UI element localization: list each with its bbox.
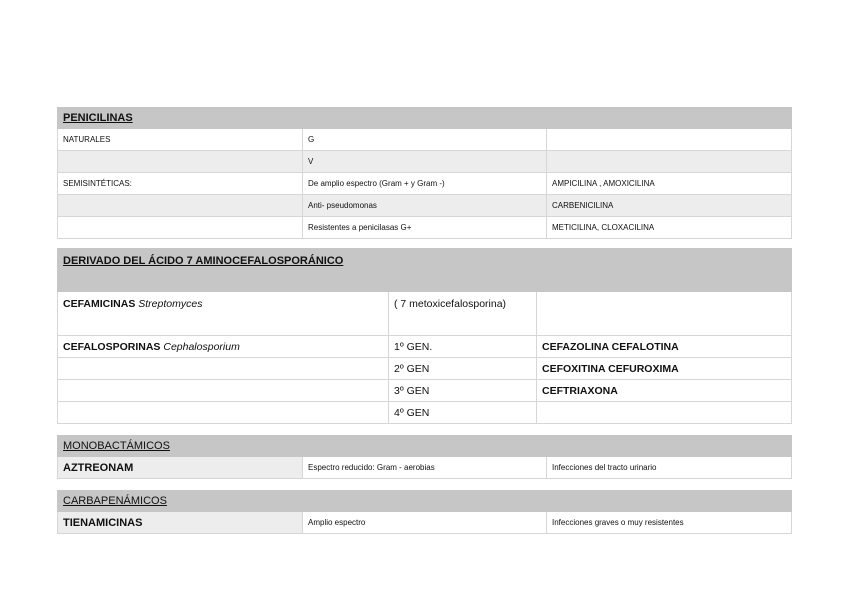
table-row [58, 402, 792, 424]
table-cell: De amplio espectro (Gram + y Gram -) [303, 173, 547, 195]
cefalosporinas-name: CEFALOSPORINAS [63, 340, 161, 353]
table-cell: Resistentes a penicilasas G+ [303, 217, 547, 239]
monobactamicos-spectrum: Espectro reducido: Gram - aerobias [303, 457, 547, 479]
table-row [58, 380, 792, 402]
table-row [58, 217, 792, 239]
table-cell: SEMISINTÉTICAS: [58, 173, 303, 195]
table-cell: Anti- pseudomonas [303, 195, 547, 217]
table-cell [58, 402, 389, 424]
drugs-cell: CEFTRIAXONA [537, 380, 792, 402]
table-row [58, 358, 792, 380]
drugs-cell: CEFAZOLINA CEFALOTINA [537, 336, 792, 358]
carbapenamicos-title: CARBAPENÁMICOS [58, 491, 792, 512]
table-cell: METICILINA, CLOXACILINA [547, 217, 792, 239]
table-cell: NATURALES [58, 129, 303, 151]
monobactamicos-use: Infecciones del tracto urinario [547, 457, 792, 479]
cefalosporinas-genus: Cephalosporium [163, 340, 240, 353]
table-row [58, 457, 792, 479]
table-cell [58, 380, 389, 402]
cefalosporinas-cell [58, 336, 389, 358]
table-cell [547, 129, 792, 151]
table-cell [537, 292, 792, 336]
monobactamicos-title: MONOBACTÁMICOS [58, 436, 792, 457]
table-cell: G [303, 129, 547, 151]
table-cell [58, 195, 303, 217]
cefamicinas-cell [58, 292, 389, 336]
monobactamicos-table [57, 435, 792, 479]
table-cell [58, 358, 389, 380]
gen-cell: 2º GEN [389, 358, 537, 380]
monobactamicos-name: AZTREONAM [58, 457, 303, 479]
table-row [58, 336, 792, 358]
penicilinas-title: PENICILINAS [58, 108, 792, 129]
drugs-cell [537, 402, 792, 424]
table-row [58, 292, 792, 336]
cefalosporanico-title: DERIVADO DEL ÁCIDO 7 AMINOCEFALOSPORÁNICO [58, 249, 792, 292]
gen-cell: 4º GEN [389, 402, 537, 424]
cefamicinas-name: CEFAMICINAS [63, 298, 136, 310]
gen-cell: 3º GEN [389, 380, 537, 402]
table-cell [58, 217, 303, 239]
table-cell: AMPICILINA , AMOXICILINA [547, 173, 792, 195]
drugs-cell: CEFOXITINA CEFUROXIMA [537, 358, 792, 380]
table-row [58, 512, 792, 534]
gen-cell: 1º GEN. [389, 336, 537, 358]
table-row [58, 173, 792, 195]
table-row [58, 129, 792, 151]
table-cell [547, 151, 792, 173]
carbapenamicos-spectrum: Amplio espectro [303, 512, 547, 534]
table-cell: V [303, 151, 547, 173]
table-cell [58, 151, 303, 173]
cefamicinas-note: ( 7 metoxicefalosporina) [389, 292, 537, 336]
carbapenamicos-name: TIENAMICINAS [58, 512, 303, 534]
penicilinas-table [57, 107, 792, 239]
carbapenamicos-use: Infecciones graves o muy resistentes [547, 512, 792, 534]
carbapenamicos-table [57, 490, 792, 534]
table-cell: CARBENICILINA [547, 195, 792, 217]
table-row [58, 151, 792, 173]
table-row [58, 195, 792, 217]
cefalosporanico-table [57, 248, 792, 424]
cefamicinas-genus: Streptomyces [138, 298, 203, 310]
